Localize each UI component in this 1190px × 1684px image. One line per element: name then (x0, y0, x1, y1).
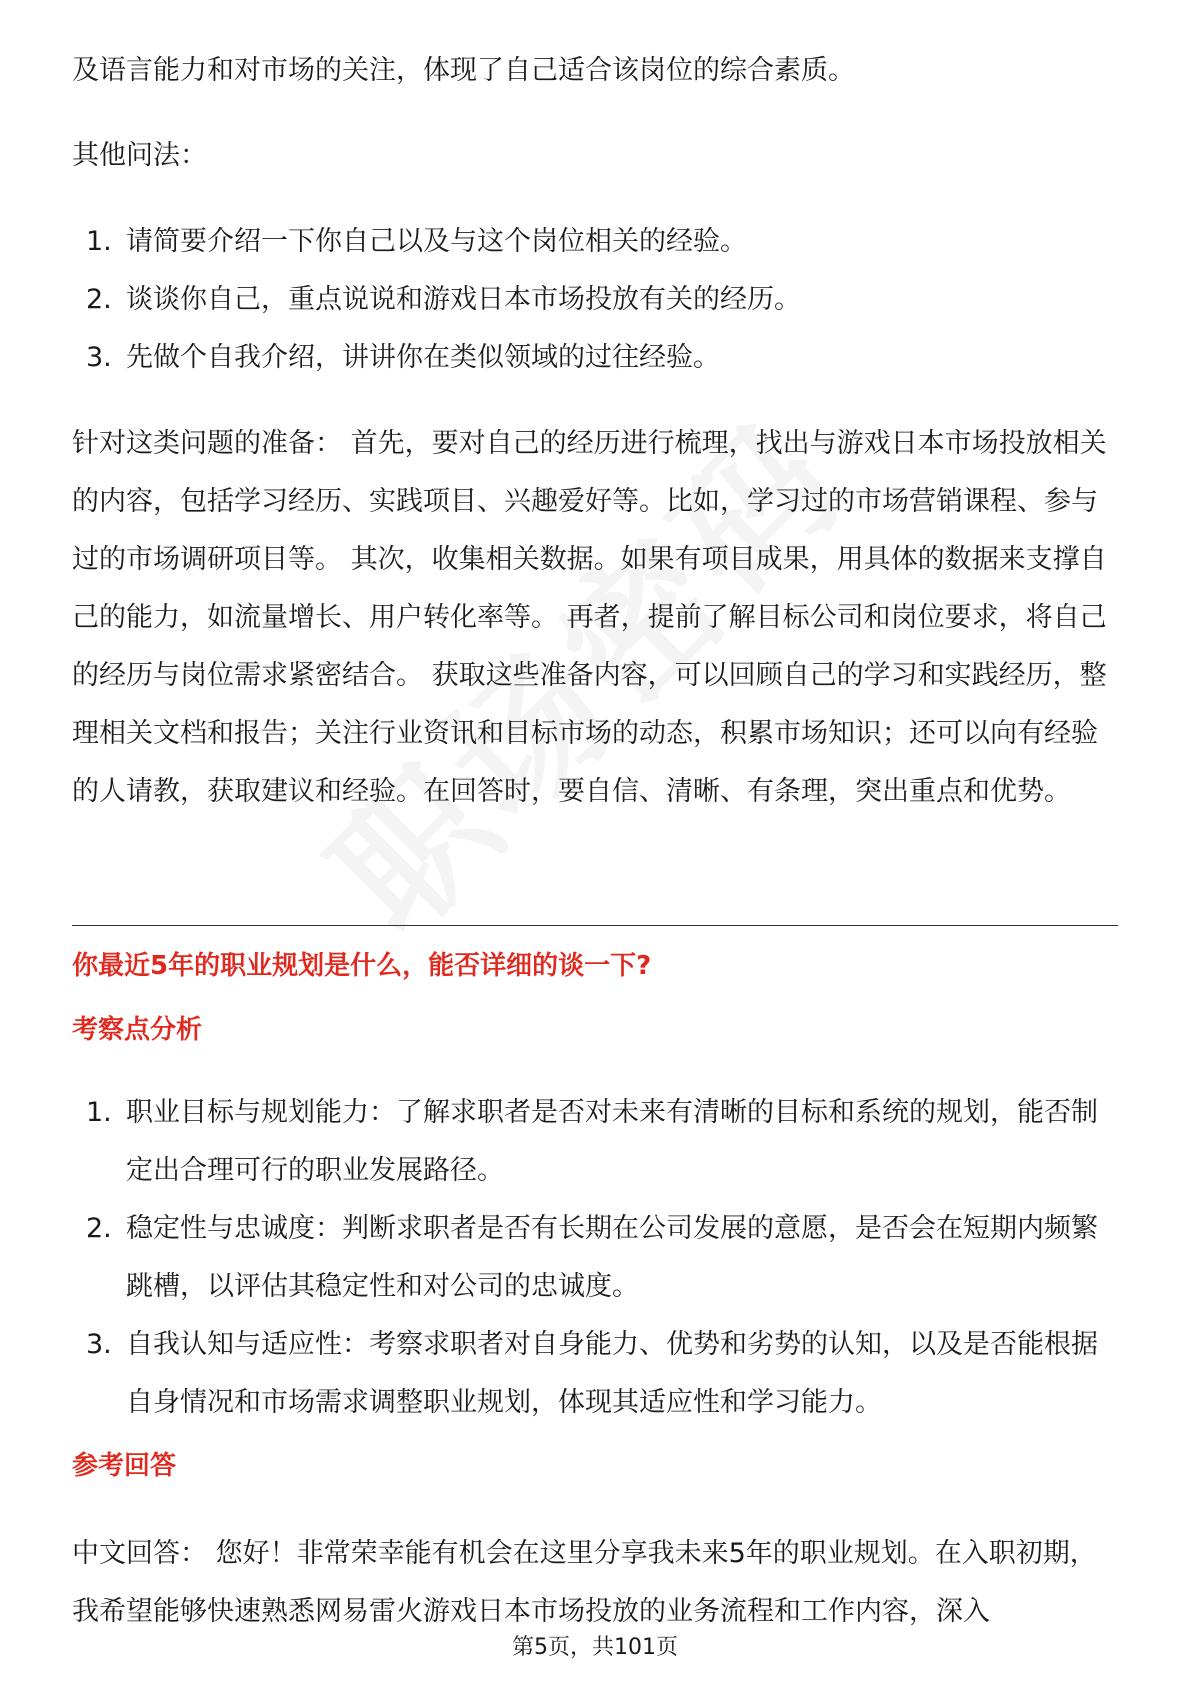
list-item (72, 271, 1118, 329)
list-item (72, 1316, 1118, 1432)
list-number: 3. (86, 1329, 112, 1360)
answer-heading: 参考回答 (72, 1451, 177, 1481)
list-number: 1. (86, 226, 112, 257)
list-item-text: 稳定性与忠诚度：判断求职者是否有长期在公司发展的意愿，是否会在短期内频繁跳槽，以评估其稳定性和对公司的忠诚度。 (126, 1213, 1098, 1302)
answer-paragraph: 中文回答： 您好！非常荣幸能有机会在这里分享我未来5年的职业规划。在入职初期，我希望能够快速熟悉网易雷火游戏日本市场投放的业务流程和工作内容，深入 (72, 1538, 1097, 1627)
analysis-heading: 考察点分析 (72, 1015, 203, 1045)
preparation-paragraph: 针对这类问题的准备： 首先，要对自己的经历进行梳理，找出与游戏日本市场投放相关的内容，包括学习经历、实践项目、兴趣爱好等。比如，学习过的市场营销课程、参与过的市场调研项目等。 其次，收集相关数据。如果有项目成果，用具体的数据来支撑自己的能力，如流量增长、用户转化率等。 再者，提前了解目标公司和岗位要求，将自己的经历与岗位需求紧密结合。 获取这些准备内容，可以回顾自己的学习和实践经历，整理相关文档和报告；关注行业资讯和目标市场的动态，积累市场知识；还可以向有经验的人请教，获取建议和经验。在回答时，要自信、清晰、有条理，突出重点和优势。 (72, 428, 1107, 807)
list-number: 2. (86, 1213, 112, 1244)
list-item-text: 职业目标与规划能力：了解求职者是否对未来有清晰的目标和系统的规划，能否制定出合理可行的职业发展路径。 (126, 1097, 1098, 1186)
section-divider (72, 925, 1118, 926)
list-number: 3. (86, 342, 112, 373)
list-item (72, 329, 1118, 387)
list-number: 1. (86, 1097, 112, 1128)
list-item (72, 1084, 1118, 1200)
page-footer: 第5页，共101页 (512, 1635, 678, 1660)
list-number: 2. (86, 284, 112, 315)
list-item-text: 谈谈你自己，重点说说和游戏日本市场投放有关的经历。 (126, 284, 801, 315)
list-item (72, 213, 1118, 271)
list-item (72, 1200, 1118, 1316)
list-item-text: 请简要介绍一下你自己以及与这个岗位相关的经验。 (126, 226, 747, 257)
list-item-text: 先做个自我介绍，讲讲你在类似领域的过往经验。 (126, 342, 720, 373)
intro-tail-paragraph: 及语言能力和对市场的关注，体现了自己适合该岗位的综合素质。 (72, 55, 855, 86)
other-questions-list (72, 213, 1118, 387)
analysis-points-list (72, 1084, 1118, 1432)
question-heading: 你最近5年的职业规划是什么，能否详细的谈一下? (72, 951, 652, 981)
other-questions-label: 其他问法： (72, 140, 207, 171)
list-item-text: 自我认知与适应性：考察求职者对自身能力、优势和劣势的认知，以及是否能根据自身情况和市场需求调整职业规划，体现其适应性和学习能力。 (126, 1329, 1098, 1418)
